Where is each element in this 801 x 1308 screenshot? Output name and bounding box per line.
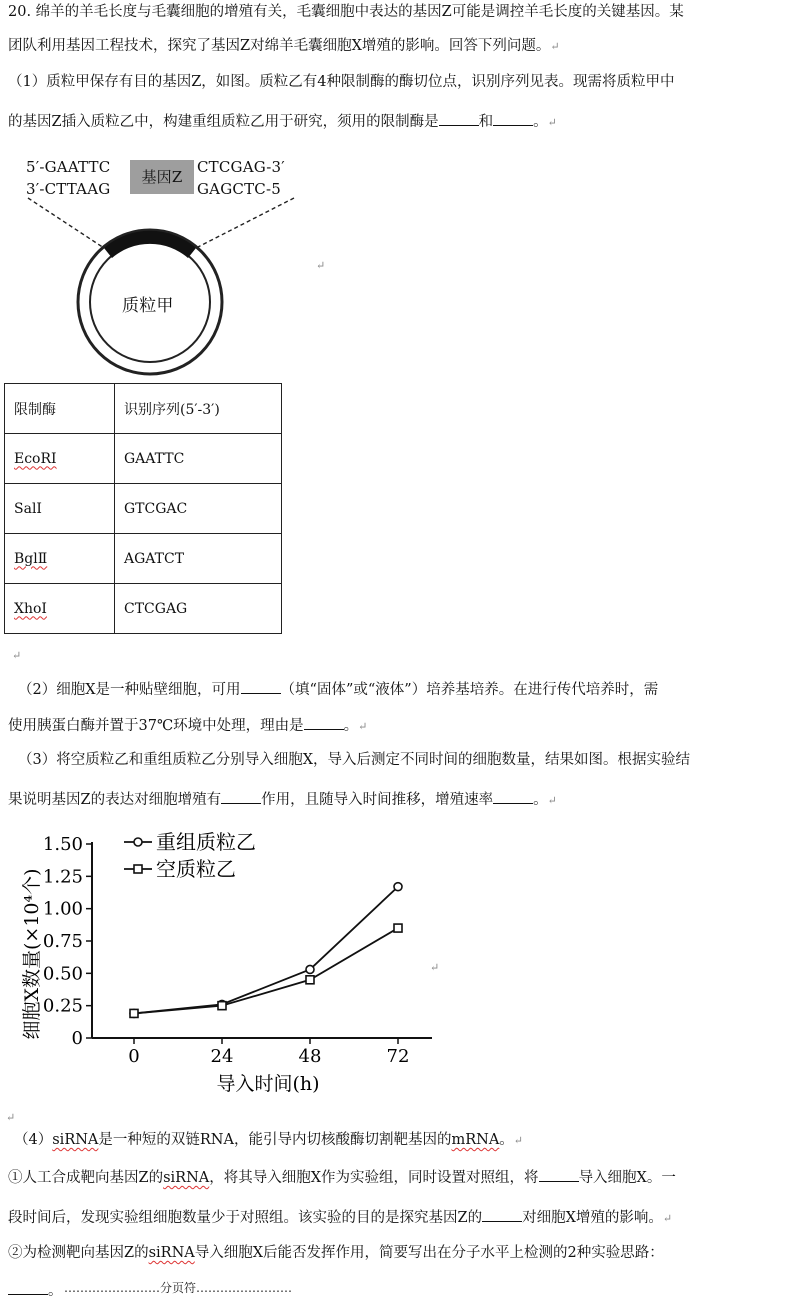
answer-blank-reason[interactable]: [304, 714, 344, 730]
chart-x-tick-label: 72: [386, 1046, 410, 1067]
seq-top-right: CTCGAG-3′: [197, 158, 285, 176]
answer-blank-effect[interactable]: [221, 788, 261, 804]
table-row: [5, 434, 282, 484]
part4-line1: [14, 1130, 523, 1151]
paragraph-mark: ↵: [550, 40, 560, 53]
question-intro-line2: [8, 36, 560, 57]
chart-legend-label: 重组质粒乙: [156, 830, 256, 854]
part4-sub2-line1: [8, 1243, 664, 1263]
term-mrna: mRNA: [451, 1132, 500, 1148]
chart-x-tick-label: 48: [298, 1046, 322, 1067]
term-sirna: siRNA: [163, 1170, 210, 1186]
part1-text-2: 的基因Z插入质粒乙中，构建重组质粒乙用于研究，须用的限制酶是: [8, 114, 439, 130]
enzyme-name-text: BglⅡ: [14, 550, 48, 567]
part4-sub2-text-1b: 导入细胞X后能否发挥作用，简要写出在分子水平上检测的2种实验思路：: [194, 1245, 664, 1261]
seq-bottom-right: GAGCTC-5: [197, 180, 281, 198]
table-header-enzyme: 限制酶: [5, 384, 115, 434]
answer-blank-control[interactable]: [539, 1166, 579, 1182]
answer-blank-enzyme-1[interactable]: [439, 110, 479, 126]
chart-point-circle: [394, 883, 402, 891]
chart-y-tick-label: 0.75: [42, 931, 83, 952]
enzyme-name: [5, 584, 115, 634]
part1-and: 和: [478, 114, 494, 130]
table-row: [5, 484, 282, 534]
part4-sub2-end: 。: [48, 1283, 63, 1299]
chart-y-tick-label: 0.50: [42, 963, 83, 985]
part3-line1: [18, 750, 690, 770]
part1-text-1: （1）质粒甲保存有目的基因Z，如图。质粒乙有4种限制酶的酶切位点，识别序列见表。现需将质粒甲中: [8, 74, 675, 90]
paragraph-mark: ↵: [12, 649, 22, 662]
seq-top-left: 5′-GAATTC: [26, 158, 111, 176]
plasmid-diagram: [0, 150, 330, 380]
part2-text-1b: （填“固体”或“液体”）培养基培养。在进行传代培养时，需: [280, 682, 659, 698]
intro-text-2: 团队利用基因工程技术，探究了基因Z对绵羊毛囊细胞X增殖的影响。回答下列问题。: [8, 38, 551, 54]
term-sirna: siRNA: [52, 1132, 99, 1148]
paragraph-mark: ↵: [513, 1134, 524, 1147]
table-header-row: [5, 384, 282, 434]
chart-x-tick-label: 24: [210, 1046, 234, 1067]
chart-y-tick-label: 0: [71, 1028, 83, 1049]
enzyme-table: [4, 383, 282, 634]
part4-sub2-text-1a: ②为检测靶向基因Z的: [8, 1245, 149, 1261]
seq-bottom-left: 3′-CTTAAG: [26, 180, 111, 198]
part1-end: 。: [533, 114, 548, 130]
part3-text-1: （3）将空质粒乙和重组质粒乙分别导入细胞X，导入后测定不同时间的细胞数量，结果如图。根据实验结: [18, 752, 691, 768]
paragraph-mark: ↵: [430, 961, 440, 974]
cell-count-chart: [0, 822, 470, 1102]
chart-legend-marker-circle: [134, 838, 142, 846]
enzyme-name: [5, 534, 115, 584]
table-row: [5, 584, 282, 634]
chart-y-tick-label: 1.00: [42, 898, 83, 920]
dashed-line-left: [28, 198, 104, 248]
chart-x-axis-label: 导入时间(h): [216, 1073, 320, 1095]
part3-text-2b: 作用，且随导入时间推移，增殖速率: [261, 792, 494, 808]
enzyme-name: SalⅠ: [5, 484, 115, 534]
paragraph-mark: ↵: [6, 1111, 16, 1124]
gene-z-box: 基因Z: [130, 160, 194, 194]
answer-blank-rate[interactable]: [493, 788, 533, 804]
dashed-line-right: [196, 198, 294, 248]
chart-legend: [124, 830, 256, 881]
part4-sub1-text-1b: ，将其导入细胞X作为实验组，同时设置对照组，将: [209, 1170, 539, 1186]
part3-end: 。: [533, 792, 548, 808]
part2-line2: [8, 714, 367, 737]
chart-series-line: [134, 928, 398, 1013]
paragraph-mark: ↵: [358, 720, 368, 733]
chart-point-circle: [306, 965, 314, 973]
chart-legend-marker-square: [134, 865, 142, 873]
part4-text-1b: 是一种短的双链RNA，能引导内切核酸酶切割靶基因的: [98, 1132, 452, 1148]
enzyme-sequence: AGATCT: [115, 534, 282, 584]
enzyme-sequence: GAATTC: [115, 434, 282, 484]
part2-line1: [18, 678, 658, 700]
part4-end: 。: [499, 1132, 514, 1148]
term-sirna: siRNA: [148, 1245, 195, 1261]
chart-series: [130, 883, 402, 1018]
part4-sub1-text-2a: 段时间后，发现实验组细胞数量少于对照组。该实验的目的是探究基因Z的: [8, 1210, 483, 1226]
part3-text-2a: 果说明基因Z的表达对细胞增殖有: [8, 792, 222, 808]
page-break-marker: ……………………分页符……………………: [64, 1281, 293, 1295]
enzyme-sequence: GTCGAC: [115, 484, 282, 534]
answer-blank-medium[interactable]: [241, 678, 281, 694]
part4-sub2-line2: [8, 1279, 63, 1301]
chart-axes: [43, 834, 432, 1067]
part1-line2: [8, 110, 557, 133]
chart-legend-label: 空质粒乙: [156, 857, 236, 881]
part2-text-2a: 使用胰蛋白酶并置于37℃环境中处理，理由是: [8, 718, 304, 734]
enzyme-name-text: XhoⅠ: [14, 600, 47, 617]
chart-series-line: [134, 887, 398, 1014]
question-intro-line1: [8, 2, 684, 22]
chart-point-square: [218, 1002, 226, 1010]
answer-blank-purpose[interactable]: [482, 1206, 522, 1222]
chart-point-square: [306, 976, 314, 984]
part4-sub1-text-2b: 对细胞X增殖的影响。: [522, 1210, 663, 1226]
chart-y-tick-label: 1.25: [42, 866, 83, 888]
paragraph-mark: ↵: [316, 259, 326, 272]
part2-end: 。: [343, 718, 359, 734]
table-header-sequence: 识别序列(5′-3′): [115, 384, 282, 434]
paragraph-mark: ↵: [547, 794, 557, 807]
answer-blank-enzyme-2[interactable]: [493, 110, 533, 126]
plasmid-label: 质粒甲: [122, 296, 174, 316]
part2-text-1a: （2）细胞X是一种贴壁细胞，可用: [18, 682, 241, 698]
enzyme-name-text: EcoRⅠ: [14, 450, 57, 467]
chart-x-tick-label: 0: [128, 1046, 140, 1067]
part3-line2: [8, 788, 557, 811]
part4-sub1-line2: [8, 1206, 672, 1229]
part4-sub1-text-1c: 导入细胞X。一: [578, 1170, 676, 1186]
enzyme-name: [5, 434, 115, 484]
chart-y-tick-label: 1.50: [42, 834, 83, 855]
intro-text-1: 20. 绵羊的羊毛长度与毛囊细胞的增殖有关，毛囊细胞中表达的基因Z可能是调控羊毛长度的关键基因。某: [8, 4, 684, 20]
enzyme-sequence: CTCGAG: [115, 584, 282, 634]
part1-line1: [8, 72, 675, 92]
gene-z-segment: [104, 231, 196, 258]
part4-label: （4）: [14, 1132, 53, 1148]
part4-sub1-line1: [8, 1166, 676, 1188]
chart-point-square: [394, 924, 402, 932]
part4-sub1-text-1a: ①人工合成靶向基因Z的: [8, 1170, 164, 1186]
chart-y-axis-label: 细胞X数量(×10⁴个): [21, 868, 43, 1040]
paragraph-mark: ↵: [662, 1212, 673, 1225]
table-row: [5, 534, 282, 584]
chart-point-square: [130, 1009, 138, 1017]
chart-y-tick-label: 0.25: [42, 995, 83, 1017]
answer-blank-methods[interactable]: [8, 1279, 48, 1295]
paragraph-mark: ↵: [547, 116, 557, 129]
